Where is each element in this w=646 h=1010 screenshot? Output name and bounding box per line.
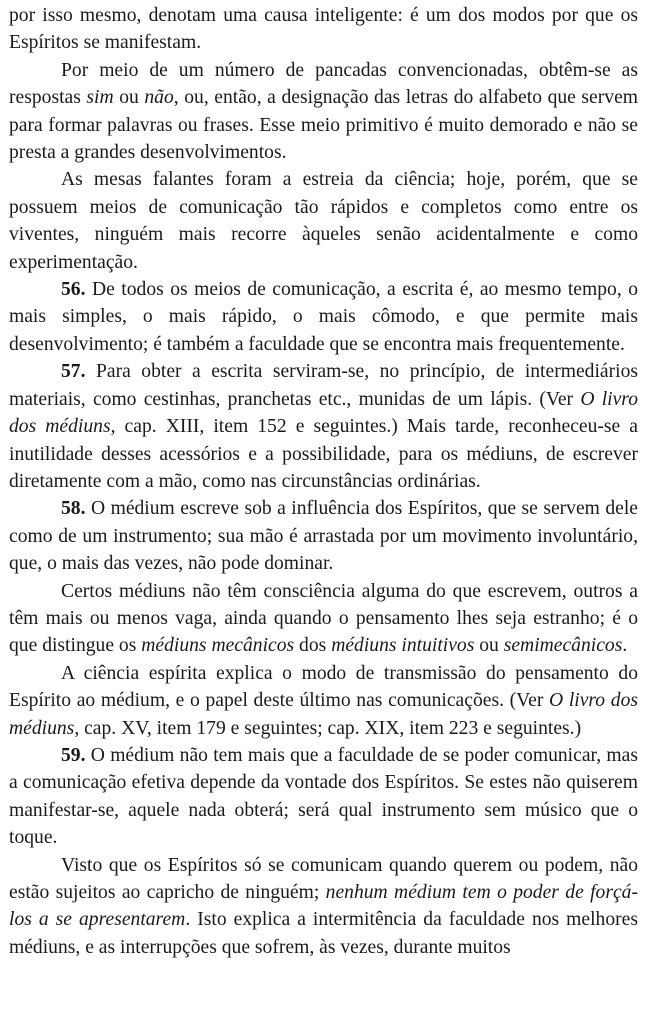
paragraph: [9, 742, 638, 852]
paragraph: [9, 358, 638, 495]
text-run: por isso mesmo, denotam uma causa inteligente: é um dos modos por que os Espíritos se manifestam.: [9, 5, 638, 54]
text-run: , ou, então, a designação das letras do alfabeto que servem para formar palavras ou frases. Esse meio primitivo é muito demorado e não se presta a grandes desenvolvimentos.: [9, 87, 639, 164]
text-run: dos: [294, 635, 332, 657]
italic-text: médiuns intuitivos: [331, 635, 475, 657]
italic-text: O livro dos médiuns: [9, 388, 638, 438]
item-number: 58.: [61, 498, 86, 520]
italic-text: O livro dos médiuns: [9, 690, 638, 739]
italic-text: sim: [86, 87, 114, 109]
paragraph: [9, 495, 638, 577]
italic-text: semimecânicos: [503, 635, 623, 657]
paragraph: [9, 660, 638, 742]
text-run: O médium escreve sob a influência dos Espíritos, que se servem dele como de um instrumento; sua mão é arrastada por um movimento involuntário, que, o mais das vezes, não pode dominar.: [9, 498, 638, 575]
italic-text: não: [144, 87, 174, 109]
text-run: . Isto explica a intermitência da faculdade nos melhores médiuns, e as interrupções que sofrem, às vezes, durante muitos: [9, 909, 638, 958]
italic-text: médiuns mecânicos: [141, 635, 295, 657]
text-run: ou: [113, 87, 145, 109]
text-run: .: [622, 635, 628, 657]
paragraph: [9, 57, 638, 167]
paragraph: [9, 852, 638, 962]
paragraph: [9, 276, 638, 358]
item-number: 59.: [61, 744, 86, 766]
italic-text: nenhum médium tem o poder de forçá-los a se apresentarem: [9, 882, 638, 931]
paragraph: [9, 578, 638, 660]
text-run: De todos os meios de comunicação, a escrita é, ao mesmo tempo, o mais simples, o mais rápido, o mais cômodo, e que permite mais desenvolvimento; é também a faculdade que se encontra mais frequentemente.: [9, 279, 638, 355]
paragraph: [9, 2, 638, 57]
text-run: , cap. XIII, item 152 e seguintes.) Mais tarde, reconheceu-se a inutilidade desses acessórios e a possibilidade, para os médiuns, de escrever diretamente com a mão, como nas circunstâncias ordinárias.: [9, 416, 638, 492]
text-run: , cap. XV, item 179 e seguintes; cap. XIX, item 223 e seguintes.): [74, 717, 582, 739]
text-run: Visto que os Espíritos só se comunicam quando querem ou podem, não estão sujeitos ao capricho de ninguém;: [9, 854, 638, 903]
text-run: A ciência espírita explica o modo de transmissão do pensamento do Espírito ao médium, e o papel deste último nas comunicações. (Ver: [9, 662, 638, 712]
paragraph: [9, 166, 638, 276]
text-run: Para obter a escrita serviram-se, no princípio, de intermediários materiais, como cestinhas, pranchetas etc., munidas de um lápis. (Ver: [9, 361, 638, 410]
text-run: ou: [474, 635, 504, 657]
text-run: As mesas falantes foram a estreia da ciência; hoje, porém, que se possuem meios de comunicação tão rápidos e completos como entre os viventes, ninguém mais recorre àqueles senão acidentalmente e como experimentação.: [9, 169, 638, 273]
item-number: 57.: [61, 361, 86, 383]
item-number: 56.: [61, 279, 86, 301]
text-run: Certos médiuns não têm consciência alguma do que escrevem, outros a têm mais ou menos vaga, ainda quando o pensamento lhes seja estranho; é o que distingue os: [9, 580, 638, 657]
text-run: O médium não tem mais que a faculdade de se poder comunicar, mas a comunicação efetiva depende da vontade dos Espíritos. Se estes não quiserem manifestar-se, aquele nada obterá; será qual instrumento sem músico que o toque.: [9, 744, 638, 849]
text-run: Por meio de um número de pancadas convencionadas, obtêm-se as respostas: [9, 59, 638, 109]
